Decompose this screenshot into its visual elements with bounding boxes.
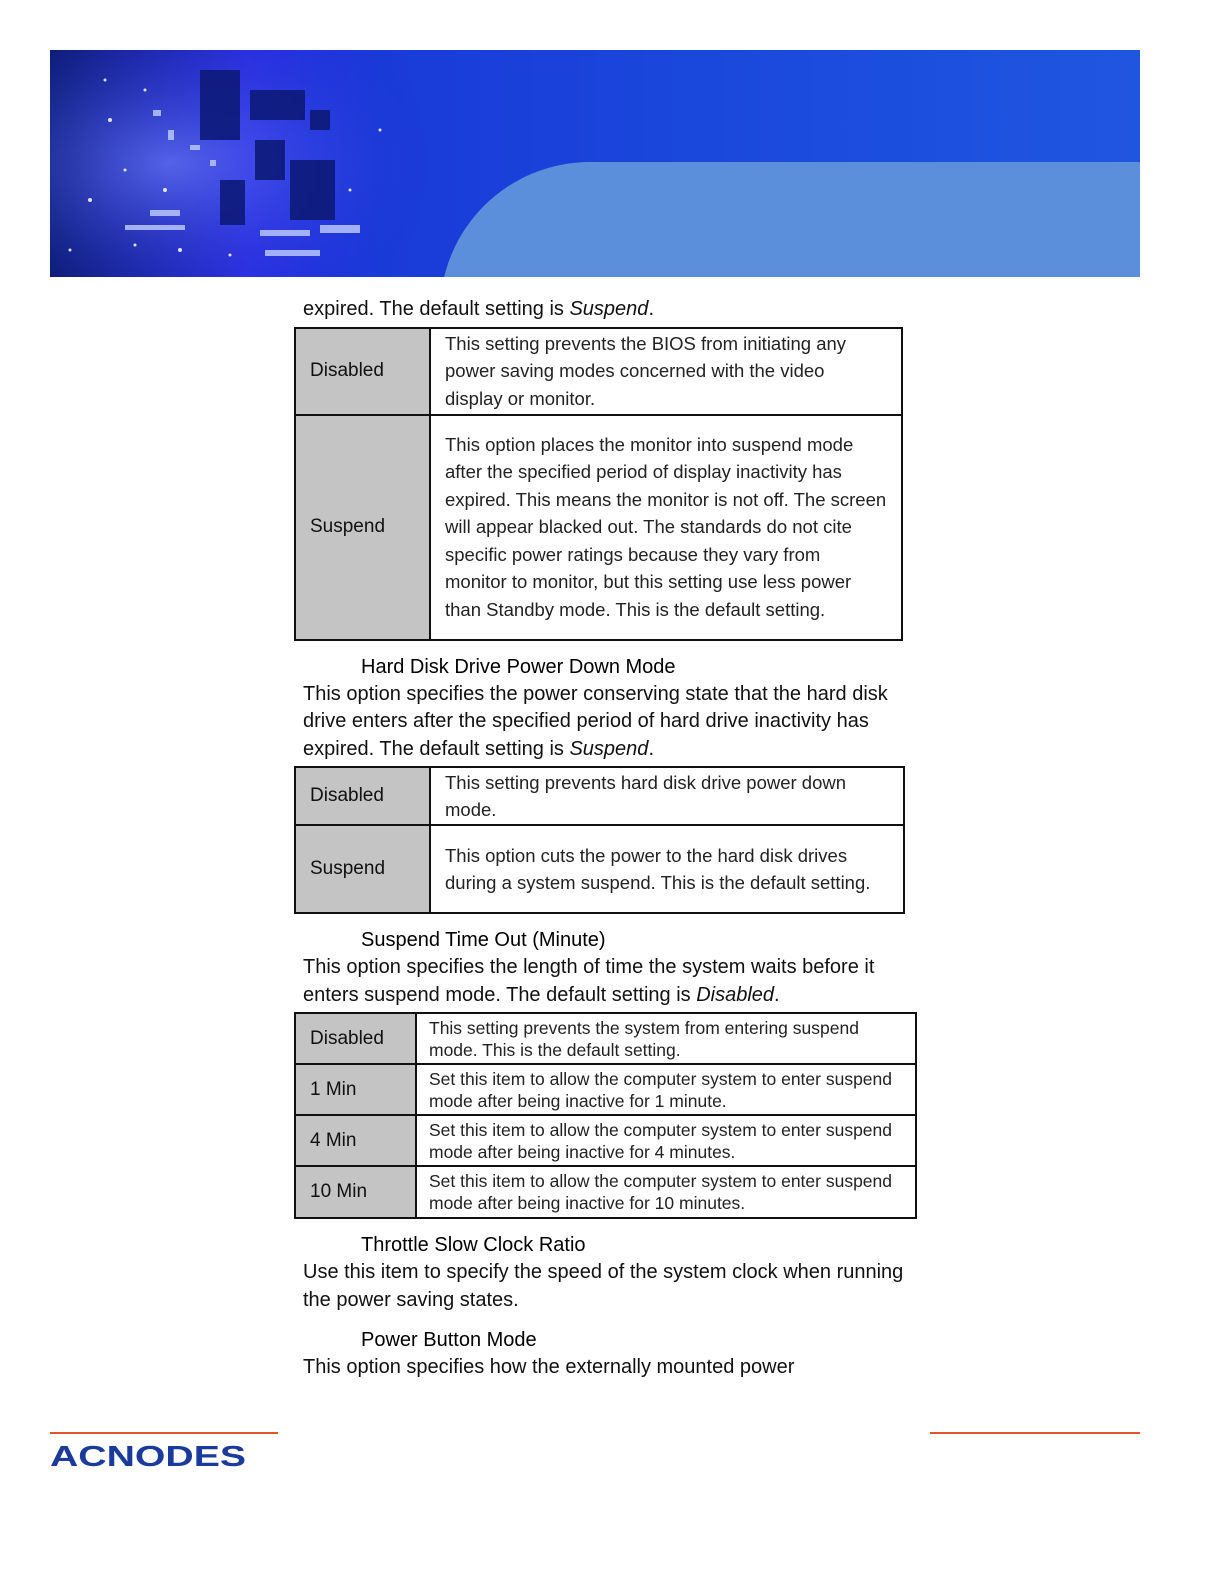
- option-name: Disabled: [295, 767, 430, 825]
- suspend-desc-text: This option specifies the length of time the system waits before it enters suspend mode. The default setting is: [303, 956, 875, 1006]
- intro-suffix: .: [648, 298, 654, 320]
- section-heading: Throttle Slow Clock Ratio: [361, 1234, 586, 1256]
- section-heading: Hard Disk Drive Power Down Mode: [361, 655, 676, 678]
- hdd-description: [303, 681, 923, 764]
- banner-curve: [440, 162, 1140, 277]
- acnodes-logo: [50, 1440, 250, 1470]
- throttle-description: Use this item to specify the speed of the system clock when running the power saving states.: [303, 1261, 904, 1311]
- option-desc: This option places the monitor into suspend mode after the specified period of display inactivity has expired. This means the monitor is not off. The screen will appear blacked out. The standards do not cite specific power ratings because they vary from monitor to monitor, but this setting use less power than Standby mode. This is the default setting.: [430, 415, 902, 640]
- suspend-default: Disabled: [696, 983, 775, 1006]
- table-row: [295, 328, 902, 415]
- intro-text: [303, 296, 923, 324]
- table-row: [295, 1064, 916, 1115]
- footer-divider-right: [930, 1432, 1140, 1434]
- option-name: Suspend: [295, 825, 430, 913]
- option-name: 1 Min: [295, 1064, 416, 1115]
- suspend-description: [303, 954, 923, 1009]
- option-desc: Set this item to allow the computer system to enter suspend mode after being inactive for 4 minutes.: [416, 1115, 916, 1166]
- option-desc: This option cuts the power to the hard disk drives during a system suspend. This is the default setting.: [430, 825, 904, 913]
- table-row: [295, 825, 904, 913]
- option-name: 10 Min: [295, 1166, 416, 1218]
- option-name: 4 Min: [295, 1115, 416, 1166]
- intro-prefix: expired. The default setting is: [303, 298, 570, 320]
- table-row: [295, 415, 902, 640]
- video-options-table: [294, 327, 903, 641]
- option-desc: This setting prevents hard disk drive power down mode.: [430, 767, 904, 825]
- circuit-board-image: [50, 50, 450, 277]
- header-banner: [50, 50, 1140, 277]
- hdd-desc-text: This option specifies the power conserving state that the hard disk drive enters after the specified period of hard drive inactivity has expired. The default setting is: [303, 682, 888, 760]
- suspend-options-table: [294, 1012, 917, 1219]
- option-name: Suspend: [295, 415, 430, 640]
- power-description: This option specifies how the externally mounted power: [303, 1356, 795, 1378]
- section-heading: Power Button Mode: [361, 1329, 537, 1351]
- table-row: [295, 1013, 916, 1064]
- table-row: [295, 1115, 916, 1166]
- section-heading: Suspend Time Out (Minute): [361, 929, 606, 951]
- option-desc: This setting prevents the BIOS from initiating any power saving modes concerned with the video display or monitor.: [430, 328, 902, 415]
- intro-default: Suspend: [569, 298, 649, 320]
- option-desc: This setting prevents the system from entering suspend mode. This is the default setting.: [416, 1013, 916, 1064]
- option-desc: Set this item to allow the computer system to enter suspend mode after being inactive for 10 minutes.: [416, 1166, 916, 1218]
- option-desc: Set this item to allow the computer system to enter suspend mode after being inactive for 1 minute.: [416, 1064, 916, 1115]
- footer-divider-left: [50, 1432, 278, 1434]
- table-row: [295, 767, 904, 825]
- svg-text:ACNODES: ACNODES: [50, 1441, 246, 1470]
- hdd-suffix: .: [648, 737, 654, 760]
- option-name: Disabled: [295, 1013, 416, 1064]
- main-content: [303, 296, 923, 1382]
- option-name: Disabled: [295, 328, 430, 415]
- hdd-options-table: [294, 766, 905, 914]
- table-row: [295, 1166, 916, 1218]
- suspend-suffix: .: [774, 983, 780, 1006]
- hdd-default: Suspend: [569, 737, 649, 760]
